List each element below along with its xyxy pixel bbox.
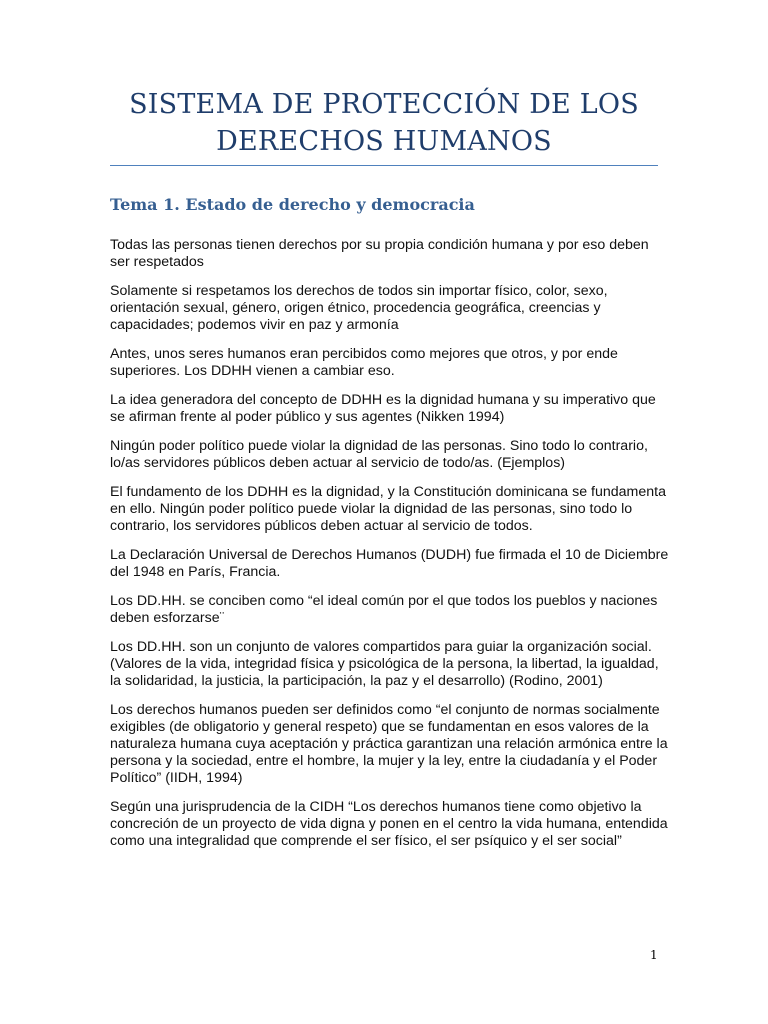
paragraph: Según una jurisprudencia de la CIDH “Los derechos humanos tiene como objetivo la concreción de un proyecto de vida digna y ponen en el centro la vida humana, entendida como una integralidad que comprende el ser físico, el ser psíquico y el ser social” bbox=[110, 799, 668, 849]
document-title bbox=[110, 86, 658, 160]
paragraph: La Declaración Universal de Derechos Humanos (DUDH) fue firmada el 10 de Diciembre del 1948 en París, Francia. bbox=[110, 547, 669, 580]
paragraph: Los DD.HH. son un conjunto de valores compartidos para guiar la organización social. (Valores de la vida, integridad física y psicológica de la persona, la libertad, la igualdad, la solidaridad, la justicia, la participación, la paz y el desarrollo) (Rodino, 2001) bbox=[110, 639, 659, 689]
paragraph: Solamente si respetamos los derechos de todos sin importar físico, color, sexo, orientación sexual, género, origen étnico, procedencia geográfica, creencias y capacidades; podemos vivir en paz y armonía bbox=[110, 283, 608, 333]
paragraph: Antes, unos seres humanos eran percibidos como mejores que otros, y por ende superiores. Los DDHH vienen a cambiar eso. bbox=[110, 346, 618, 379]
paragraph: Los derechos humanos pueden ser definidos como “el conjunto de normas socialmente exigibles (de obligatorio y general respeto) que se fundamentan en esos valores de la naturaleza humana cuya aceptación y práctica garantizan una relación armónica entre la persona y la sociedad, entre el hombre, la mujer y la ley, entre la ciudadanía y el Poder Político” (IIDH, 1994) bbox=[110, 702, 668, 786]
paragraph: El fundamento de los DDHH es la dignidad, y la Constitución dominicana se fundamenta en ello. Ningún poder político puede violar la dignidad de las personas, sino todo lo contrario, los servidores públicos deben actuar al servicio de todos. bbox=[110, 484, 666, 534]
section-heading: Tema 1. Estado de derecho y democracia bbox=[110, 195, 475, 214]
paragraph: Los DD.HH. se conciben como “el ideal común por el que todos los pueblos y naciones deben esforzarse¨ bbox=[110, 593, 658, 626]
title-divider bbox=[110, 165, 658, 166]
title-line-2: DERECHOS HUMANOS bbox=[216, 126, 552, 157]
page-number: 1 bbox=[650, 948, 658, 962]
paragraph: La idea generadora del concepto de DDHH es la dignidad humana y su imperativo que se afirman frente al poder público y sus agentes (Nikken 1994) bbox=[110, 392, 656, 425]
document-body bbox=[110, 237, 670, 862]
title-text bbox=[110, 86, 658, 160]
title-line-1: SISTEMA DE PROTECCIÓN DE LOS bbox=[129, 89, 639, 120]
paragraph: Todas las personas tienen derechos por su propia condición humana y por eso deben ser respetados bbox=[110, 237, 649, 270]
paragraph: Ningún poder político puede violar la dignidad de las personas. Sino todo lo contrario, lo/as servidores públicos deben actuar al servicio de todo/as. (Ejemplos) bbox=[110, 438, 648, 471]
